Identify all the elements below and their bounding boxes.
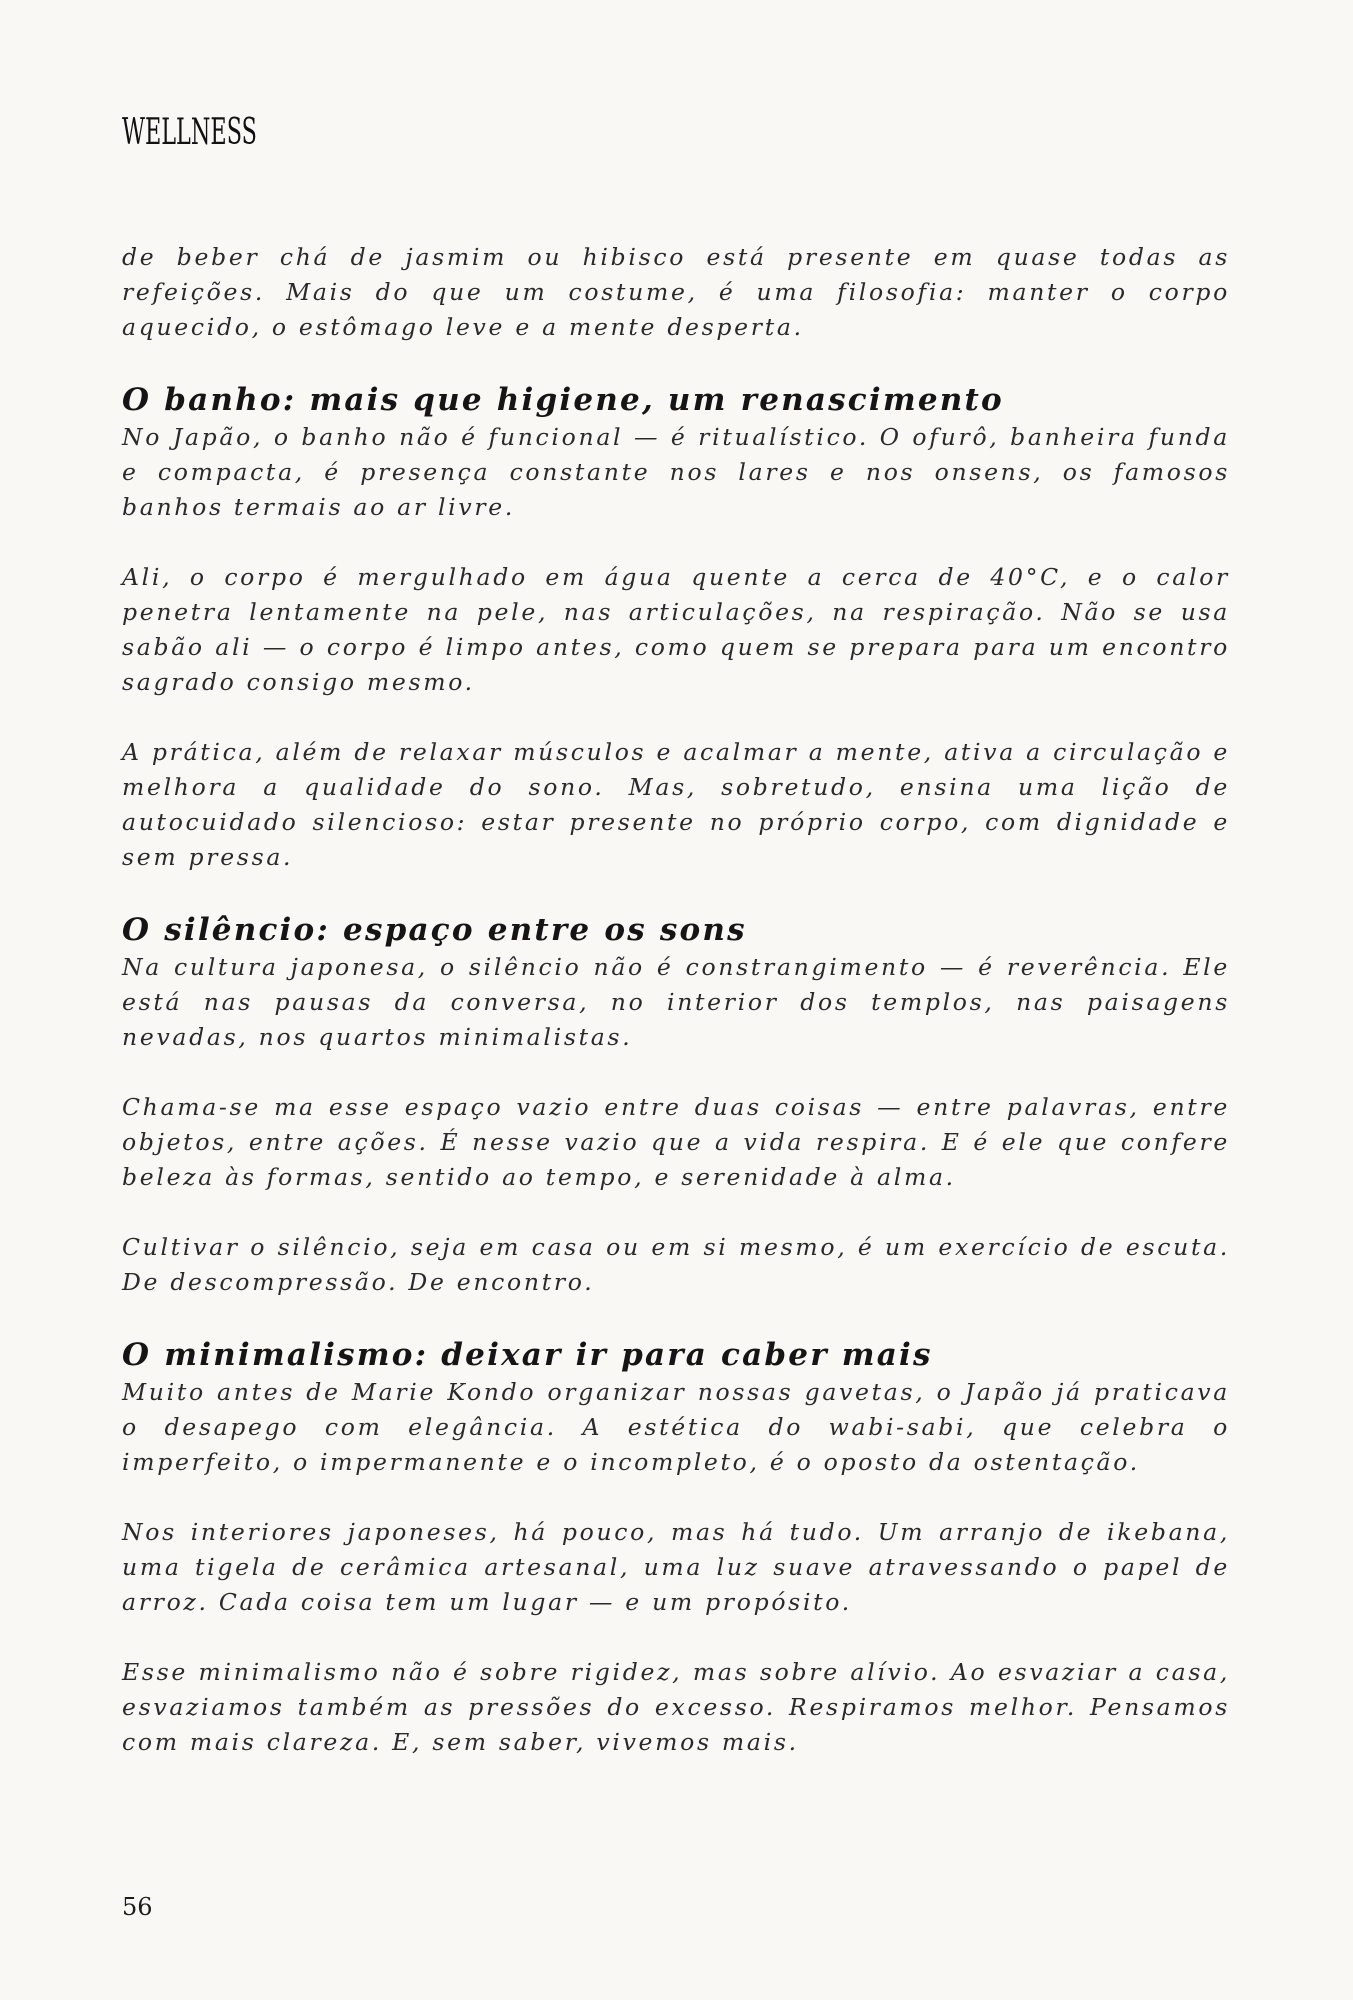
- paragraph: Cultivar o silêncio, seja em casa ou em si mesmo, é um exercício de escuta. De descompressão. De encontro.: [122, 1233, 1230, 1296]
- paragraph: No Japão, o banho não é funcional — é ritualístico. O ofurô, banheira funda e compacta, é presença constante nos lares e nos onsens, os famosos banhos termais ao ar livre.: [122, 423, 1230, 521]
- section-heading-bath: O banho: mais que higiene, um renascimento: [122, 382, 1004, 418]
- section-label: WELLNESS: [122, 112, 257, 153]
- paragraph: Chama-se ma esse espaço vazio entre duas coisas — entre palavras, entre objetos, entre ações. É nesse vazio que a vida respira. E é ele que confere beleza às formas, sentido ao tempo, e serenidade à alma.: [122, 1093, 1230, 1191]
- page-number: 56: [122, 1893, 153, 1921]
- magazine-page: [122, 0, 1230, 2000]
- paragraph: Esse minimalismo não é sobre rigidez, mas sobre alívio. Ao esvaziar a casa, esvaziamos também as pressões do excesso. Respiramos melhor. Pensamos com mais clareza. E, sem saber, vivemos mais.: [122, 1658, 1230, 1756]
- paragraph: A prática, além de relaxar músculos e acalmar a mente, ativa a circulação e melhora a qualidade do sono. Mas, sobretudo, ensina uma lição de autocuidado silencioso: estar presente no próprio corpo, com dignidade e sem pressa.: [122, 738, 1230, 871]
- article-body: [122, 240, 1230, 1795]
- intro-paragraph: de beber chá de jasmim ou hibisco está presente em quase todas as refeições. Mais do que um costume, é uma filosofia: manter o corpo aquecido, o estômago leve e a mente desperta.: [122, 243, 1230, 341]
- paragraph: Nos interiores japoneses, há pouco, mas há tudo. Um arranjo de ikebana, uma tigela de cerâmica artesanal, uma luz suave atravessando o papel de arroz. Cada coisa tem um lugar — e um propósito.: [122, 1518, 1230, 1616]
- paragraph: Ali, o corpo é mergulhado em água quente a cerca de 40°C, e o calor penetra lentamente na pele, nas articulações, na respiração. Não se usa sabão ali — o corpo é limpo antes, como quem se prepara para um encontro sagrado consigo mesmo.: [122, 563, 1230, 696]
- paragraph: Na cultura japonesa, o silêncio não é constrangimento — é reverência. Ele está nas pausas da conversa, no interior dos templos, nas paisagens nevadas, nos quartos minimalistas.: [122, 953, 1230, 1051]
- paragraph: Muito antes de Marie Kondo organizar nossas gavetas, o Japão já praticava o desapego com elegância. A estética do wabi-sabi, que celebra o imperfeito, o impermanente e o incompleto, é o oposto da ostentação.: [122, 1378, 1230, 1476]
- section-heading-minimalism: O minimalismo: deixar ir para caber mais: [122, 1337, 933, 1373]
- section-heading-silence: O silêncio: espaço entre os sons: [122, 912, 747, 948]
